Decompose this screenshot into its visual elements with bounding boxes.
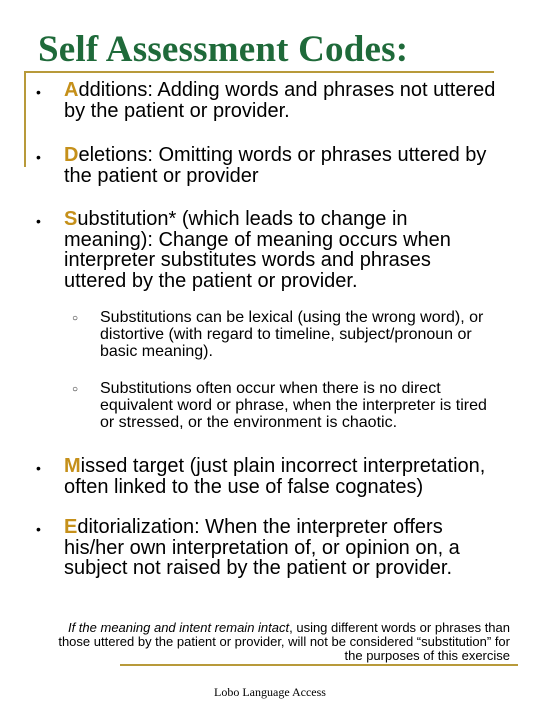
- item-text: dditions: Adding words and phrases not uttered by the patient or provider.: [64, 79, 496, 122]
- bullet-icon: •: [36, 521, 41, 537]
- bullet-icon: •: [36, 84, 41, 100]
- item-initial: S: [64, 208, 78, 230]
- item-text: ubstitution* (which leads to change in meaning): Change of meaning occurs when interpreter substitutes words and phrases uttered by the patient or provider.: [64, 208, 451, 292]
- list-item-editorialization: [64, 517, 494, 579]
- footnote-italic: If the meaning and intent remain intact: [67, 620, 290, 635]
- item-initial: E: [64, 516, 78, 538]
- footnote: [40, 621, 510, 663]
- sub-list-item: Substitutions can be lexical (using the wrong word), or distortive (with regard to timeline, subject/pronoun or basic meaning).: [100, 309, 484, 360]
- item-initial: M: [64, 455, 81, 477]
- list-item-deletions: [64, 145, 514, 186]
- item-text: eletions: Omitting words or phrases uttered by the patient or provider: [64, 144, 487, 187]
- bullet-icon: •: [36, 213, 41, 229]
- item-initial: A: [64, 79, 79, 101]
- title-divider: [26, 71, 494, 73]
- list-item-additions: [64, 80, 514, 121]
- sub-bullet-icon: ○: [72, 384, 79, 395]
- sub-list-item: Substitutions often occur when there is no direct equivalent word or phrase, when the interpreter is tired or stressed, or the environment is chaotic.: [100, 380, 487, 431]
- list-item-substitution: [64, 209, 484, 291]
- footnote-text: , using different words or phrases than those uttered by the patient or provider, will not be considered “substitution” for the purposes of this exercise: [58, 620, 510, 663]
- side-divider: [24, 71, 26, 167]
- sub-bullet-icon: ○: [72, 313, 79, 324]
- footer-text: Lobo Language Access: [214, 685, 326, 699]
- item-initial: D: [64, 144, 79, 166]
- bullet-icon: •: [36, 149, 41, 165]
- item-text: ditorialization: When the interpreter offers his/her own interpretation of, or opinion on, a subject not raised by the patient or provider.: [64, 516, 460, 579]
- bottom-divider: [120, 664, 518, 666]
- slide-title: Self Assessment Codes:: [38, 29, 409, 70]
- list-item-missed-target: [64, 456, 516, 497]
- item-text: issed target (just plain incorrect interpretation, often linked to the use of false cognates): [64, 455, 486, 498]
- bullet-icon: •: [36, 460, 41, 476]
